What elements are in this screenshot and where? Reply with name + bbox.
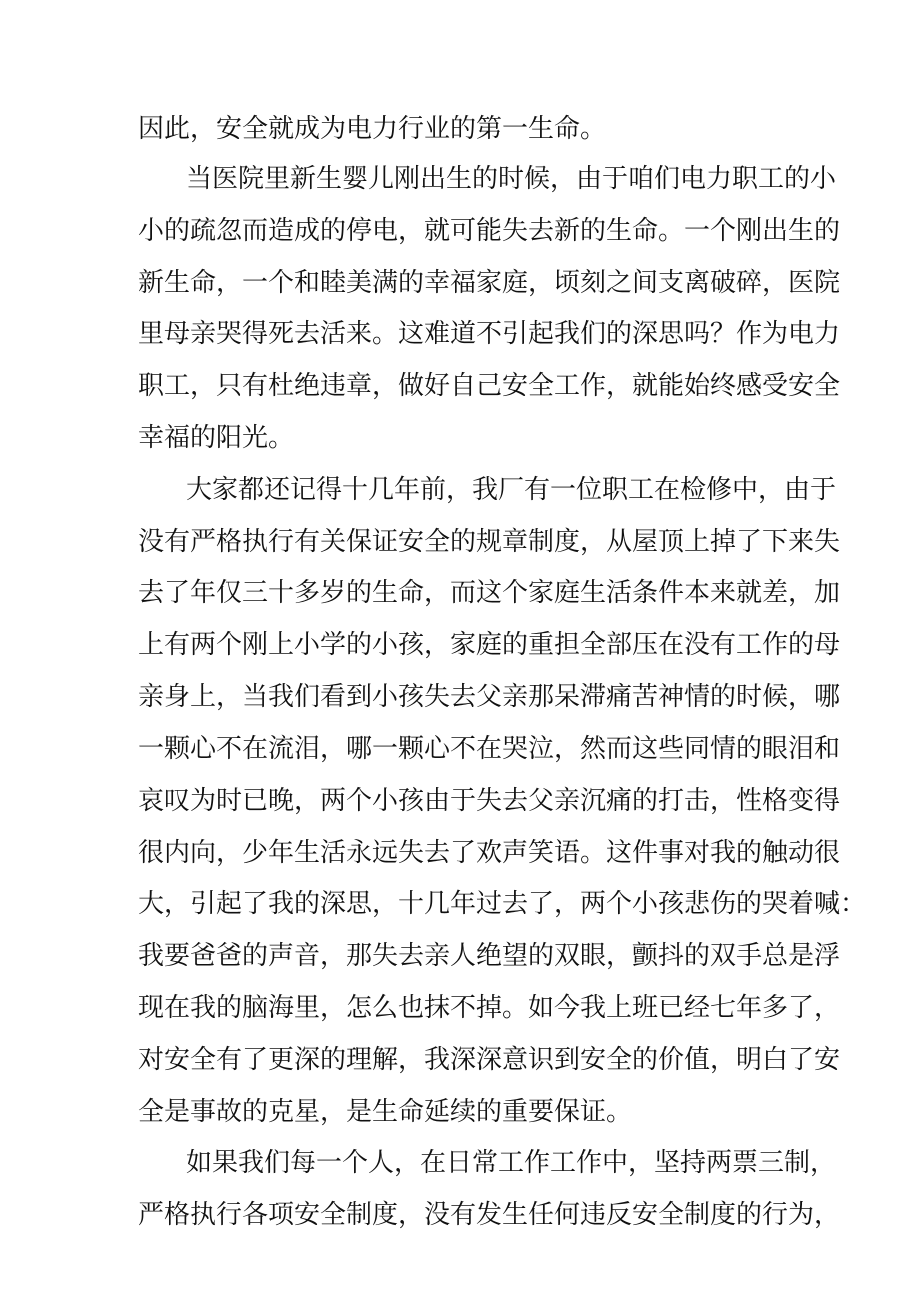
text-line-17: 我要爸爸的声音，那失去亲人绝望的双眼，颤抖的双手总是浮 [138,941,841,971]
text-line-11: 上有两个刚上小学的小孩，家庭的重担全部压在没有工作的母 [138,630,841,660]
text-line-21: 如果我们每一个人，在日常工作工作中，坚持两票三制， [186,1148,837,1178]
text-line-9: 没有严格执行有关保证安全的规章制度，从屋顶上掉了下来失 [138,527,841,557]
text-line-13: 一颗心不在流泪，哪一颗心不在哭泣，然而这些同情的眼泪和 [138,734,841,764]
text-line-6: 职工，只有杜绝违章，做好自己安全工作，就能始终感受安全 [138,371,841,401]
text-line-20: 全是事故的克星，是生命延续的重要保证。 [138,1097,633,1127]
text-line-14: 哀叹为时已晚，两个小孩由于失去父亲沉痛的打击，性格变得 [138,786,841,816]
text-line-1: 因此，安全就成为电力行业的第一生命。 [138,114,607,144]
text-line-16: 大，引起了我的深思，十几年过去了，两个小孩悲伤的哭着喊： [138,889,867,919]
text-line-18: 现在我的脑海里，怎么也抹不掉。如今我上班已经七年多了， [138,993,841,1023]
text-line-8: 大家都还记得十几年前，我厂有一位职工在检修中，由于 [186,475,837,505]
text-line-15: 很内向，少年生活永远失去了欢声笑语。这件事对我的触动很 [138,838,841,868]
text-line-12: 亲身上，当我们看到小孩失去父亲那呆滞痛苦神情的时候，哪 [138,682,841,712]
text-line-2: 当医院里新生婴儿刚出生的时候，由于咱们电力职工的小 [186,164,837,194]
text-line-19: 对安全有了更深的理解，我深深意识到安全的价值，明白了安 [138,1045,841,1075]
text-line-3: 小的疏忽而造成的停电，就可能失去新的生命。一个刚出生的 [138,216,841,246]
text-line-5: 里母亲哭得死去活来。这难道不引起我们的深思吗？作为电力 [138,319,841,349]
text-line-10: 去了年仅三十多岁的生命，而这个家庭生活条件本来就差，加 [138,578,841,608]
text-line-4: 新生命，一个和睦美满的幸福家庭，顷刻之间支离破碎，医院 [138,268,841,298]
text-line-22: 严格执行各项安全制度，没有发生任何违反安全制度的行为， [138,1200,841,1230]
text-line-7: 幸福的阳光。 [138,423,295,453]
